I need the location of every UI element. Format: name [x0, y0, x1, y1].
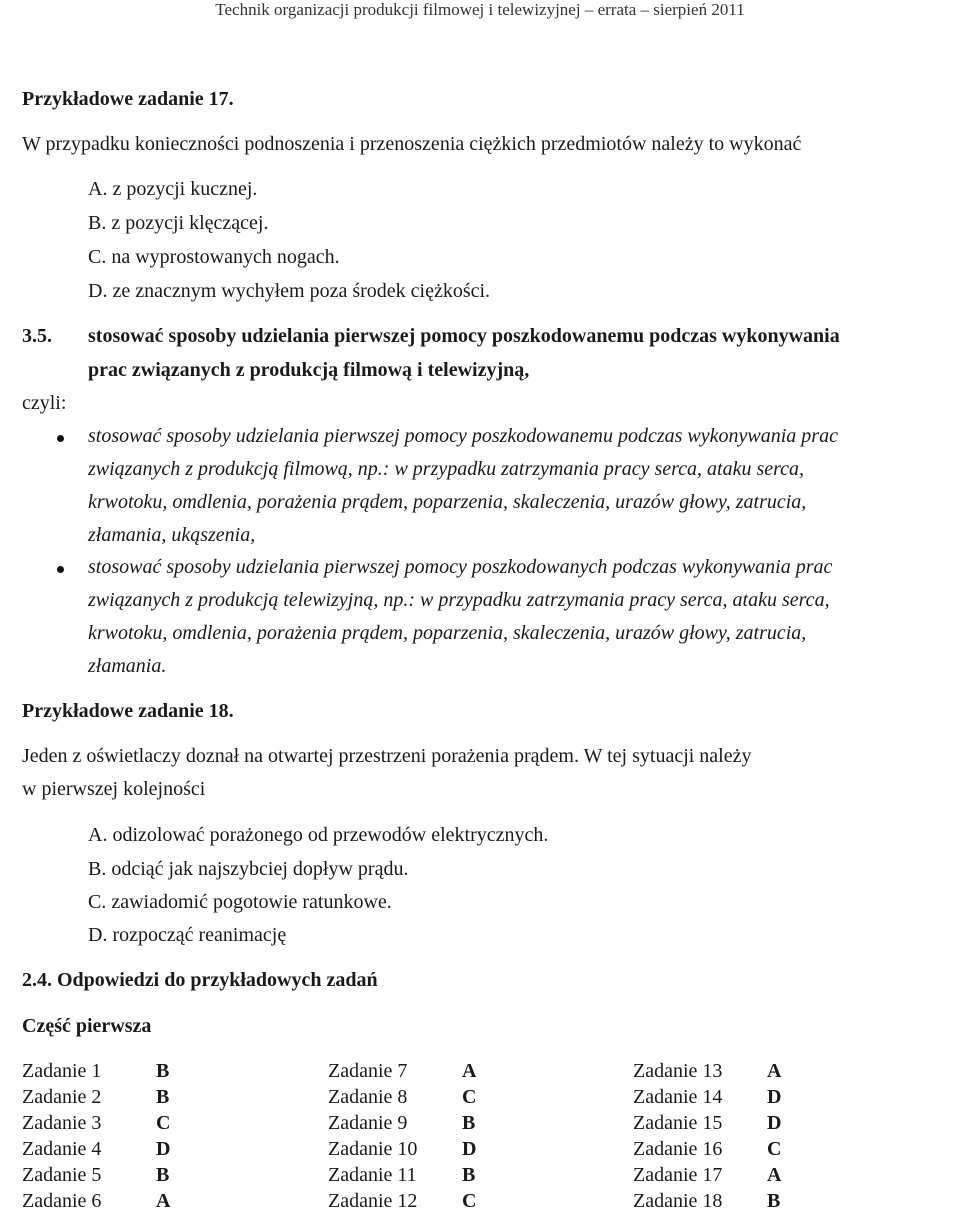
answer-task-label: Zadanie 13	[633, 1060, 723, 1082]
answer-value: B	[156, 1086, 170, 1108]
bullet-icon	[57, 566, 64, 573]
answer-value: A	[462, 1060, 477, 1082]
answer-value: C	[156, 1112, 171, 1134]
bullet1-line-1: stosować sposoby udzielania pierwszej pomocy poszkodowanemu podczas wykonywania prac	[88, 425, 838, 447]
answer-value: D	[767, 1086, 782, 1108]
task18-title: Przykładowe zadanie 18.	[22, 700, 234, 722]
answer-value: B	[156, 1164, 170, 1186]
task17-option-b: B. z pozycji klęczącej.	[88, 212, 269, 234]
answer-task-label: Zadanie 12	[328, 1190, 418, 1212]
task18-option-b: B. odciąć jak najszybciej dopływ prądu.	[88, 858, 409, 880]
bullet1-line-4: złamania, ukąszenia,	[88, 524, 256, 546]
answers-section-title: 2.4. Odpowiedzi do przykładowych zadań	[22, 969, 378, 991]
answer-task-label: Zadanie 8	[328, 1086, 408, 1108]
answer-value: C	[462, 1190, 477, 1212]
bullet2-line-2: związanych z produkcją telewizyjną, np.: w przypadku zatrzymania pracy serca, ataku serca,	[88, 589, 830, 611]
bullet2-line-4: złamania.	[88, 655, 167, 677]
answer-value: C	[462, 1086, 477, 1108]
answer-task-label: Zadanie 2	[22, 1086, 102, 1108]
task17-question: W przypadku konieczności podnoszenia i przenoszenia ciężkich przedmiotów należy to wykonać	[22, 133, 802, 155]
answer-value: B	[156, 1060, 170, 1082]
answer-task-label: Zadanie 5	[22, 1164, 102, 1186]
task18-option-c: C. zawiadomić pogotowie ratunkowe.	[88, 891, 392, 913]
answer-task-label: Zadanie 7	[328, 1060, 408, 1082]
task18-option-a: A. odizolować porażonego od przewodów elektrycznych.	[88, 824, 549, 846]
answer-task-label: Zadanie 4	[22, 1138, 102, 1160]
answer-value: D	[462, 1138, 477, 1160]
task17-option-a: A. z pozycji kucznej.	[88, 178, 258, 200]
section-line-2: prac związanych z produkcją filmową i telewizyjną,	[88, 359, 530, 381]
task18-question-line-2: w pierwszej kolejności	[22, 778, 206, 800]
task17-option-d: D. ze znacznym wychyłem poza środek ciężkości.	[88, 280, 491, 302]
bullet2-line-3: krwotoku, omdlenia, porażenia prądem, poparzenia, skaleczenia, urazów głowy, zatrucia,	[88, 622, 807, 644]
task18-question-line-1: Jeden z oświetlaczy doznał na otwartej przestrzeni porażenia prądem. W tej sytuacji należy	[22, 745, 752, 767]
czyli-label: czyli:	[22, 392, 67, 414]
section-line-1: stosować sposoby udzielania pierwszej pomocy poszkodowanemu podczas wykonywania	[88, 325, 840, 347]
answer-task-label: Zadanie 14	[633, 1086, 723, 1108]
answer-value: D	[767, 1112, 782, 1134]
answer-task-label: Zadanie 1	[22, 1060, 102, 1082]
page-header: Technik organizacji produkcji filmowej i telewizyjnej – errata – sierpień 2011	[215, 0, 745, 19]
answer-task-label: Zadanie 11	[328, 1164, 417, 1186]
answer-value: A	[767, 1060, 782, 1082]
bullet1-line-3: krwotoku, omdlenia, porażenia prądem, poparzenia, skaleczenia, urazów głowy, zatrucia,	[88, 491, 807, 513]
bullet1-line-2: związanych z produkcją filmową, np.: w przypadku zatrzymania pracy serca, ataku serca,	[88, 458, 805, 480]
answer-task-label: Zadanie 16	[633, 1138, 723, 1160]
answer-task-label: Zadanie 6	[22, 1190, 102, 1212]
answer-value: B	[462, 1112, 476, 1134]
answer-value: A	[767, 1164, 782, 1186]
answer-task-label: Zadanie 17	[633, 1164, 723, 1186]
task18-option-d: D. rozpocząć reanimację	[88, 924, 287, 946]
answer-task-label: Zadanie 15	[633, 1112, 723, 1134]
section-number: 3.5.	[22, 325, 52, 347]
answer-task-label: Zadanie 10	[328, 1138, 418, 1160]
answer-task-label: Zadanie 18	[633, 1190, 723, 1212]
answers-part-title: Część pierwsza	[22, 1015, 152, 1037]
task17-option-c: C. na wyprostowanych nogach.	[88, 246, 340, 268]
bullet2-line-1: stosować sposoby udzielania pierwszej pomocy poszkodowanych podczas wykonywania prac	[88, 556, 833, 578]
answer-value: B	[462, 1164, 476, 1186]
answer-value: B	[767, 1190, 781, 1212]
answer-value: D	[156, 1138, 171, 1160]
task17-title: Przykładowe zadanie 17.	[22, 88, 234, 110]
answer-task-label: Zadanie 9	[328, 1112, 408, 1134]
bullet-icon	[57, 435, 64, 442]
answer-value: C	[767, 1138, 782, 1160]
answer-task-label: Zadanie 3	[22, 1112, 102, 1134]
answer-value: A	[156, 1190, 171, 1212]
